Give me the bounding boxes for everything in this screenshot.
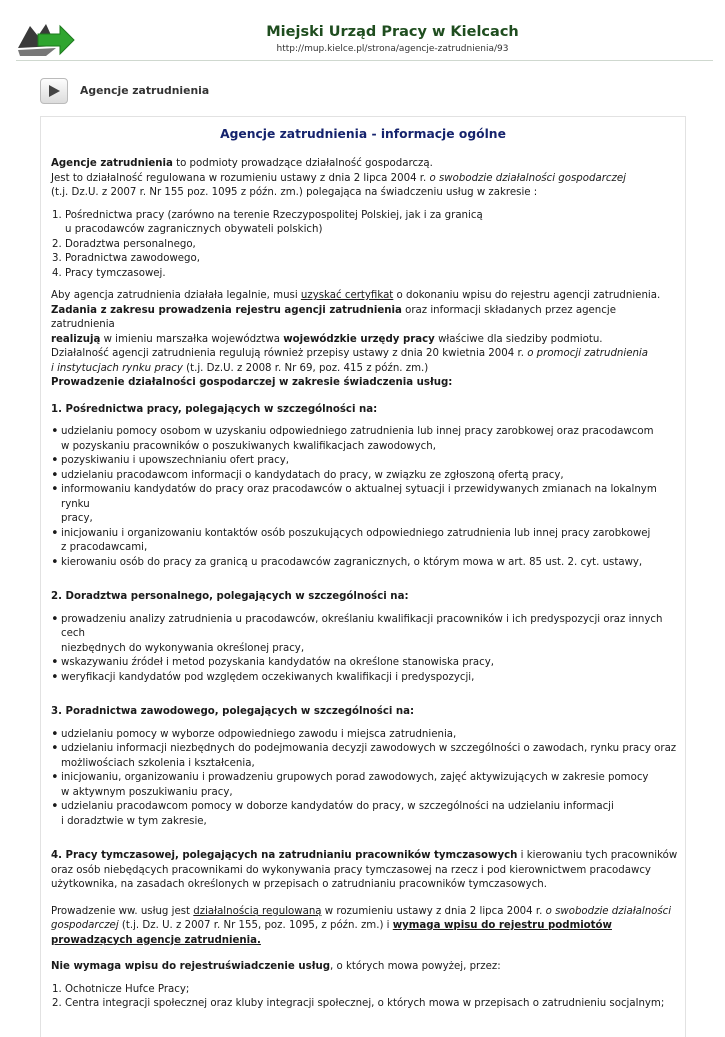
legal-line-4 <box>51 347 681 362</box>
service-item: 4. Pracy tymczasowej. <box>65 267 681 282</box>
section-arrow-button[interactable] <box>40 78 68 104</box>
final-text: Prowadzenie ww. usług jest <box>51 905 194 917</box>
legal-bold: realizują <box>51 333 101 345</box>
exempt-intro <box>51 960 681 975</box>
service-item: 2. Doradztwa personalnego, <box>65 238 681 253</box>
list-item-text: inicjowaniu i organizowaniu kontaktów osób poszukujących odpowiedniego zatrudnienia lub innej pracy zarobkowej <box>61 527 651 539</box>
exempt-list <box>51 983 681 1012</box>
section-4-text: i kierowaniu tych pracowników <box>517 850 678 861</box>
page-header <box>0 0 725 64</box>
article-panel <box>40 116 686 1037</box>
list-item-text-cont: w pozyskaniu pracowników o poszukiwanych kwalifikacjach zawodowych, <box>61 440 436 452</box>
exempt-text: , o których mowa powyżej, przez: <box>330 961 501 972</box>
section-4-heading: 4. Pracy tymczasowej, polegających na zatrudnianiu pracowników tymczasowych <box>51 850 518 861</box>
intro-line2-italic: o swobodzie działalności gospodarczej <box>429 172 626 184</box>
final-text: w rozumieniu ustawy z dnia 2 lipca 2004 r. <box>321 905 546 917</box>
legal-text: w imieniu marszałka województwa <box>100 333 284 345</box>
service-item-text-cont: u pracodawców zagranicznych obywateli polskich) <box>65 224 323 235</box>
section-3-list <box>51 728 681 830</box>
section-4-line-1 <box>51 849 681 864</box>
legal-bold: wojewódzkie urzędy pracy <box>283 333 435 345</box>
breadcrumb <box>40 78 700 106</box>
section-4-line-2: oraz osób niebędących pracownikami do wykonywania pracy tymczasowej na rzecz i pod kierownictwem pracodawcy <box>51 864 651 876</box>
final-line-2 <box>51 919 681 934</box>
intro-line-3: (t.j. Dz.U. z 2007 r. Nr 155 poz. 1095 z późn. zm.) polegająca na świadczeniu usług w zakresie : <box>51 187 538 198</box>
list-item <box>61 483 681 527</box>
list-item <box>61 771 681 800</box>
legal-text: właściwe dla siedziby podmiotu. <box>434 333 603 345</box>
list-item-text-cont: niezbędnych do wykonywania określonej pracy, <box>61 642 305 654</box>
final-line-1 <box>51 905 681 920</box>
final-text: (t.j. Dz. U. z 2007 r. Nr 155, poz. 1095, z późn. zm.) i <box>118 920 393 931</box>
exempt-bold: Nie wymaga wpisu do rejestruświadczenie usług <box>51 961 331 972</box>
final-italic: gospodarczej <box>51 920 119 931</box>
intro-line-1 <box>51 157 681 172</box>
list-item <box>61 800 681 829</box>
article-title: Agencje zatrudnienia - informacje ogólne <box>220 127 506 141</box>
final-italic: o swobodzie działalności <box>545 905 672 917</box>
exempt-item: 2. Centra integracji społecznej oraz kluby integracji społecznej, o których mowa w przepisach o zatrudnieniu socjalnym; <box>65 997 681 1012</box>
header-divider <box>16 60 713 61</box>
section-2-heading: 2. Doradztwa personalnego, polegających w szczególności na: <box>51 591 409 602</box>
legal-text: Aby agencja zatrudnienia działała legalnie, musi <box>51 290 301 301</box>
legal-italic: o promocji zatrudnienia <box>527 348 649 359</box>
legal-bold: Zadania z zakresu prowadzenia rejestru agencji zatrudnienia <box>51 304 402 316</box>
list-item-text-cont: pracy, <box>61 513 93 524</box>
list-item-text: udzielaniu pomocy osobom w uzyskaniu odpowiedniego zatrudnienia lub innej pracy zarobkowej oraz pracodawcom <box>61 426 654 437</box>
section-1-list <box>51 425 681 570</box>
list-item <box>61 527 681 556</box>
certificate-link[interactable]: uzyskać certyfikat <box>300 290 394 301</box>
section-3-heading: 3. Poradnictwa zawodowego, polegających w szczególności na: <box>51 706 415 717</box>
service-item <box>65 209 681 238</box>
list-item <box>61 613 681 657</box>
legal-text: (t.j. Dz.U. z 2008 r. Nr 69, poz. 415 z późn. zm.) <box>182 362 429 374</box>
services-list <box>51 209 681 282</box>
list-item-text-cont: możliwościach szkolenia i kształcenia, <box>61 757 255 769</box>
legal-line-5 <box>51 362 681 377</box>
exempt-item: 1. Ochotnicze Hufce Pracy; <box>65 983 681 998</box>
list-item-text-cont: w aktywnym poszukiwaniu pracy, <box>61 786 233 798</box>
section-1-heading: 1. Pośrednictwa pracy, polegających w szczególności na: <box>51 403 378 415</box>
registry-link[interactable]: wymaga wpisu do rejestru podmiotów <box>392 920 612 931</box>
article-content <box>51 157 681 1012</box>
legal-line-2 <box>51 304 681 333</box>
site-title: Miejski Urząd Pracy w Kielcach <box>266 24 519 40</box>
legal-text: Działalność agencji zatrudnienia regulują również przepisy ustawy z dnia 20 kwietnia 2004 r. <box>51 348 528 359</box>
list-item-text: udzielaniu informacji niezbędnych do podejmowania decyzji zawodowych w szczególności o zawodach, rynku pracy oraz <box>61 743 677 754</box>
legal-line-3 <box>51 333 681 348</box>
intro-line-2 <box>51 172 681 187</box>
list-item <box>61 425 681 454</box>
legal-line-1 <box>51 289 681 304</box>
list-item-text: udzielaniu pracodawcom pomocy w doborze kandydatów do pracy, w szczególności na udzielaniu informacji <box>61 801 614 812</box>
intro-line2-text: Jest to działalność regulowana w rozumieniu ustawy z dnia 2 lipca 2004 r. <box>51 172 430 184</box>
intro-term: Agencje zatrudnienia <box>51 158 173 169</box>
list-item-text: inicjowaniu, organizowaniu i prowadzeniu grupowych porad zawodowych, zajęć aktywizujących w zakresie pomocy <box>61 772 649 783</box>
list-item-text-cont: i doradztwie w tym zakresie, <box>61 815 207 827</box>
list-item: • kierowaniu osób do pracy za granicą u pracodawców zagranicznych, o którym mowa w art. 85 ust. 2. cyt. ustawy, <box>61 556 681 571</box>
legal-text: o dokonaniu wpisu do rejestru agencji zatrudnienia. <box>393 290 661 301</box>
list-item: • weryfikacji kandydatów pod względem oczekiwanych kwalifikacji i predyspozycji, <box>61 671 681 686</box>
list-item: • udzielaniu pracodawcom informacji o kandydatach do pracy, w związku ze zgłoszoną ofertą pracy, <box>61 469 681 484</box>
regulated-activity-link[interactable]: działalnością regulowaną <box>193 905 322 917</box>
list-item-text: prowadzeniu analizy zatrudnienia u pracodawców, określaniu kwalifikacji pracowników i ich predyspozycji oraz innych cech <box>61 613 663 639</box>
list-item <box>61 742 681 771</box>
list-item: • udzielaniu pomocy w wyborze odpowiedniego zawodu i miejsca zatrudnienia, <box>61 728 681 743</box>
section-4-line-3: użytkownika, na zasadach określonych w przepisach o zatrudnianiu pracowników tymczasowych. <box>51 879 547 890</box>
legal-text: oraz informacji składanych przez agencje zatrudnienia <box>51 304 616 330</box>
list-item: • wskazywaniu źródeł i metod pozyskania kandydatów na określone stanowiska pracy, <box>61 656 681 671</box>
legal-italic: i instytucjach rynku pracy <box>51 362 183 374</box>
play-arrow-icon <box>47 84 61 98</box>
legal-line-6: Prowadzenie działalności gospodarczej w zakresie świadczenia usług: <box>51 377 453 388</box>
list-item: • pozyskiwaniu i upowszechnianiu ofert pracy, <box>61 454 681 469</box>
final-line-3[interactable]: prowadzących agencje zatrudnienia. <box>51 934 261 946</box>
site-url[interactable]: http://mup.kielce.pl/strona/agencje-zatrudnienia/93 <box>276 44 509 54</box>
list-item-text: informowaniu kandydatów do pracy oraz pracodawców o aktualnej sytuacji i przewidywanych zmianach na lokalnym rynku <box>61 484 657 510</box>
list-item-text-cont: z pracodawcami, <box>61 542 148 553</box>
service-item-text: Pośrednictwa pracy (zarówno na terenie Rzeczypospolitej Polskiej, jak i za granicą <box>65 209 483 221</box>
section-2-list <box>51 613 681 686</box>
service-item: 3. Poradnictwa zawodowego, <box>65 252 681 267</box>
breadcrumb-label: Agencje zatrudnienia <box>80 84 210 97</box>
intro-def: to podmioty prowadzące działalność gospodarczą. <box>172 158 433 169</box>
